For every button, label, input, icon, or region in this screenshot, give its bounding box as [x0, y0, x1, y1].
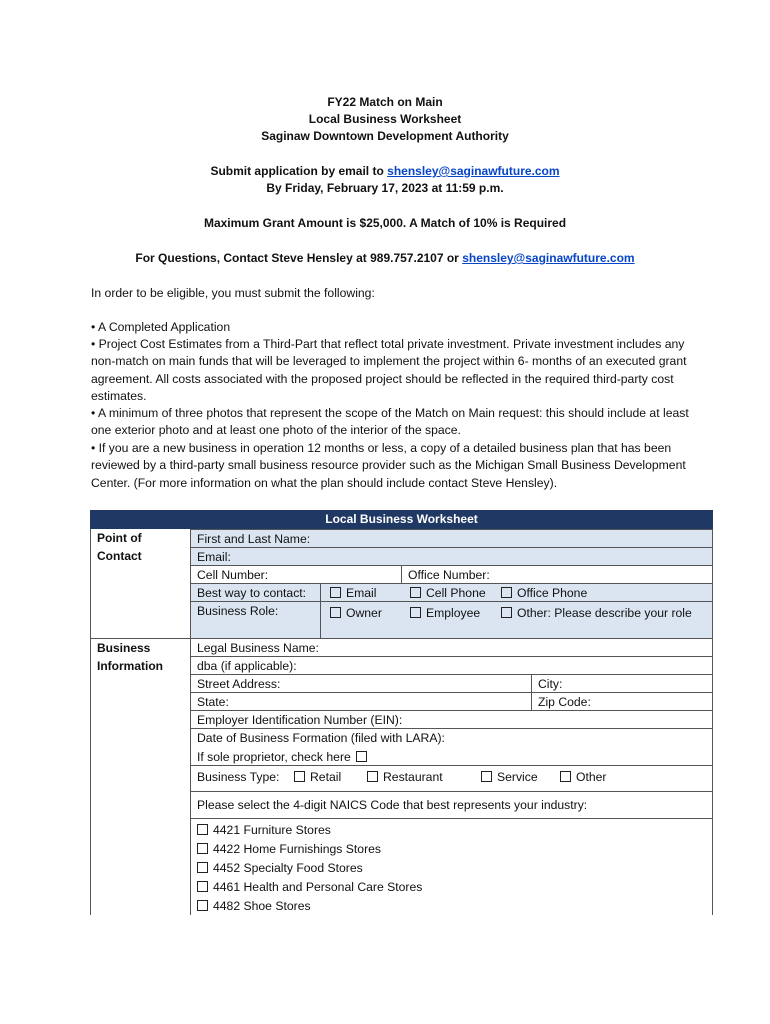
contact-name-field[interactable]: First and Last Name:: [190, 529, 713, 548]
role-employee-option[interactable]: [410, 604, 480, 622]
role-owner-option[interactable]: [330, 604, 382, 622]
street-address-field[interactable]: Street Address:: [190, 674, 532, 693]
option-label: Owner: [346, 606, 382, 620]
formation-label: Date of Business Formation (filed with LARA):: [197, 731, 445, 745]
type-restaurant-option[interactable]: [367, 768, 443, 786]
sole-proprietor-label: If sole proprietor, check here: [197, 750, 351, 764]
checkbox-icon[interactable]: [197, 881, 208, 892]
city-field[interactable]: City:: [531, 674, 713, 693]
contact-section-label: [90, 529, 190, 565]
table-border: [90, 529, 91, 915]
questions-line: [0, 250, 770, 267]
option-label: Restaurant: [383, 770, 443, 784]
organization-name: Saginaw Downtown Development Authority: [261, 129, 509, 143]
option-label: Other: Please describe your role: [517, 606, 692, 620]
option-label: Service: [497, 770, 538, 784]
checkbox-icon[interactable]: [330, 607, 341, 618]
option-label: Cell Phone: [426, 586, 486, 600]
checkbox-icon[interactable]: [410, 587, 421, 598]
contact-office-option[interactable]: [501, 584, 587, 602]
bullet-photos: • A minimum of three photos that represent the scope of the Match on Main request: this should include at least one exterior photo and at least one photo of the interior of the space.: [91, 406, 689, 438]
checkbox-icon[interactable]: [197, 824, 208, 835]
checkbox-icon[interactable]: [481, 771, 492, 782]
business-section-label: [90, 639, 190, 675]
bullet-application: • A Completed Application: [91, 320, 231, 334]
type-retail-option[interactable]: [294, 768, 341, 786]
worksheet-title: Local Business Worksheet: [90, 510, 713, 529]
doc-subtitle: Local Business Worksheet: [308, 112, 462, 126]
contact-label-line1: Point of: [97, 531, 142, 545]
intro-text: In order to be eligible, you must submit the following:: [91, 286, 375, 300]
legal-name-field[interactable]: Legal Business Name:: [190, 638, 713, 657]
ein-field[interactable]: Employer Identification Number (EIN):: [190, 710, 713, 729]
role-other-option[interactable]: [501, 604, 692, 622]
bullet-cost-estimates: • Project Cost Estimates from a Third-Part that reflect total private investment. Private investment includes any non-match on main funds that will be leveraged to implement the project within 6- months of an executed grant agreement. All costs associated with the proposed project should be reflected in the required third-party cost estimates.: [91, 337, 687, 404]
contact-cell-option[interactable]: [410, 584, 486, 602]
naics-label: 4482 Shoe Stores: [213, 899, 311, 913]
submit-email-link[interactable]: shensley@saginawfuture.com: [387, 164, 560, 178]
option-label: Employee: [426, 606, 481, 620]
sole-proprietor-row[interactable]: [197, 748, 712, 766]
questions-text: For Questions, Contact Steve Hensley at 989.757.2107 or: [135, 251, 463, 265]
max-grant: Maximum Grant Amount is $25,000. A Match of 10% is Required: [203, 216, 567, 230]
option-label: Retail: [310, 770, 342, 784]
checkbox-icon[interactable]: [560, 771, 571, 782]
dba-field[interactable]: dba (if applicable):: [190, 656, 713, 675]
type-service-option[interactable]: [481, 768, 538, 786]
checkbox-icon[interactable]: [197, 862, 208, 873]
checkbox-icon[interactable]: [367, 771, 378, 782]
business-role-label: Business Role:: [190, 601, 321, 639]
naics-label: 4461 Health and Personal Care Stores: [213, 880, 423, 894]
option-label: Office Phone: [517, 586, 588, 600]
cell-number-field[interactable]: Cell Number:: [190, 565, 402, 584]
doc-title: FY22 Match on Main: [327, 95, 443, 109]
contact-label-line2: Contact: [97, 549, 142, 563]
naics-option[interactable]: [197, 897, 712, 915]
state-field[interactable]: State:: [190, 692, 532, 711]
naics-option[interactable]: [197, 840, 712, 858]
deadline: By Friday, February 17, 2023 at 11:59 p.m.: [266, 181, 504, 195]
bullet-business-plan: • If you are a new business in operation 12 months or less, a copy of a detailed business plan that has been reviewed by a third-party small business resource provider such as the Michigan Small Business Development Center. (For more information on what the plan should include contact Steve Hensley).: [91, 441, 686, 490]
checkbox-icon[interactable]: [501, 607, 512, 618]
naics-list: [190, 818, 713, 915]
option-label: Email: [346, 586, 377, 600]
checkbox-icon[interactable]: [197, 843, 208, 854]
checkbox-icon[interactable]: [294, 771, 305, 782]
submit-text: Submit application by email to: [210, 164, 388, 178]
naics-option[interactable]: [197, 859, 712, 877]
naics-label: 4422 Home Furnishings Stores: [213, 842, 382, 856]
naics-option[interactable]: [197, 821, 712, 839]
naics-prompt: Please select the 4-digit NAICS Code that best represents your industry:: [190, 791, 713, 819]
submit-line: [0, 163, 770, 180]
checkbox-icon[interactable]: [197, 900, 208, 911]
naics-label: 4421 Furniture Stores: [213, 823, 331, 837]
zip-code-field[interactable]: Zip Code:: [531, 692, 713, 711]
contact-email-field[interactable]: Email:: [190, 547, 713, 566]
business-type-label: Business Type:: [197, 770, 280, 784]
type-other-option[interactable]: [560, 768, 606, 786]
checkbox-icon[interactable]: [356, 751, 367, 762]
naics-label: 4452 Specialty Food Stores: [213, 861, 363, 875]
business-label-line2: Information: [97, 659, 163, 673]
best-way-label: Best way to contact:: [190, 583, 321, 602]
naics-option[interactable]: [197, 878, 712, 896]
option-label: Other: [576, 770, 607, 784]
business-label-line1: Business: [97, 641, 151, 655]
formation-date-field[interactable]: [190, 728, 713, 766]
checkbox-icon[interactable]: [501, 587, 512, 598]
checkbox-icon[interactable]: [410, 607, 421, 618]
office-number-field[interactable]: Office Number:: [401, 565, 713, 584]
questions-email-link[interactable]: shensley@saginawfuture.com: [462, 251, 635, 265]
contact-email-option[interactable]: [330, 584, 376, 602]
checkbox-icon[interactable]: [330, 587, 341, 598]
